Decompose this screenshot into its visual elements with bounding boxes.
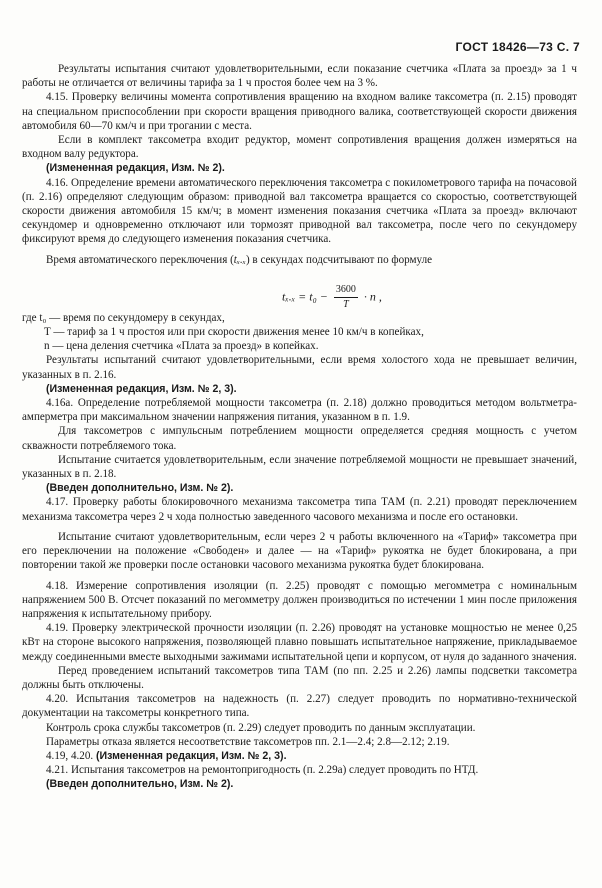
document-body (22, 62, 577, 792)
amendment-note: (Измененная редакция, Изм. № 2, 3). (46, 382, 237, 395)
paragraph-4-18: 4.18. Измерение сопротивления изоляции (п. 2.25) проводят с помощью мегомметра с номинальным напряжением 500 В. Отсчет показаний по мегомметру должен производиться по истечении 1 мин после приложения напряжения к испытательному прибору. (22, 579, 577, 620)
paragraph-4-16: 4.16. Определение времени автоматического переключения таксометра с покилометрового тарифа на почасовой (п. 2.16) определяют следующим образом: приводной вал таксометра вращается со скоростью, соответствующей скорости движения автомобиля 15 км/ч; в момент изменения показания счетчика «Плата за проезд» включают секундомер и одновременно отключают или тормозят приводной вал таксометра, после чего по секундомеру фиксируют время до следующего изменения показания счетчика. (22, 176, 577, 246)
amendment-note: (Введен дополнительно, Изм. № 2). (46, 778, 234, 791)
formula-subject: tₓ.ₓ (233, 253, 246, 266)
paragraph: Параметры отказа является несоответствие таксометров пп. 2.1—2.4; 2.8—2.12; 2.19. (46, 735, 450, 748)
definition-T: T — тариф за 1 ч простоя или при скорости движения менее 10 км/ч в копейках, (44, 326, 424, 339)
formula (62, 273, 577, 311)
paragraph: Результаты испытания считают удовлетворительными, если показание счетчика «Плата за проезд» за 1 ч работы не отличается от величины тарифа за 1 ч простоя более чем на 3 %. (22, 63, 577, 90)
paragraph: Испытание считают удовлетворительным, если через 2 ч работы включенного на «Тариф» таксометра при его переключении на положение «Свободен» и далее — на «Тариф» рукоятка не будет блокирована, а при повторении такой же проверки после остановки часового механизма рукоятка будет блокирована. (22, 530, 577, 572)
formula-denominator: T (343, 299, 349, 311)
amendment-note: (Введен дополнительно, Изм. № 2). (46, 482, 234, 495)
paragraph-4-20: 4.20. Испытания таксометров на надежность (п. 2.27) следует проводить по нормативно-технической документации на таксометры конкретного типа. (22, 693, 577, 720)
text-fragment: ) в секундах подсчитывают по формуле (245, 253, 433, 266)
definition-t0: t₀ — время по секундомеру в секундах, (39, 311, 225, 324)
paragraph: Перед проведением испытаний таксометров типа ТАМ (по пп. 2.25 и 2.26) лампы подсветки таксометра должны быть отключены. (22, 664, 577, 691)
paragraph: Контроль срока службы таксометров (п. 2.29) следует проводить по данным эксплуатации. (46, 721, 476, 734)
formula-lhs: tₓ.ₓ = t₀ − (282, 289, 328, 304)
paragraph (22, 253, 577, 267)
formula-fraction (334, 283, 358, 312)
paragraph: Результаты испытаний считают удовлетворительными, если время холостого хода не превышает величин, указанных в п. 2.16. (22, 354, 577, 381)
amendment-note: (Измененная редакция, Изм. № 2). (46, 162, 225, 175)
paragraph (22, 749, 577, 763)
formula-numerator: 3600 (334, 283, 358, 298)
definition-n: n — цена деления счетчика «Плата за проезд» в копейках. (44, 340, 319, 353)
text-fragment: 4.19, 4.20. (46, 749, 94, 762)
amendment-note: (Измененная редакция, Изм. № 2, 3). (95, 749, 287, 762)
paragraph: Если в комплект таксометра входит редуктор, момент сопротивления вращения должен измеряться на входном валу редуктора. (22, 134, 577, 161)
paragraph-4-16a: 4.16а. Определение потребляемой мощности таксометра (п. 2.18) должно проводиться методом вольтметра-амперметра при максимальном значении напряжения питания, указанном в п. 1.9. (22, 397, 577, 424)
paragraph-4-21: 4.21. Испытания таксометров на ремонтопригодность (п. 2.29а) следует проводить по НТД. (46, 764, 479, 777)
definition (22, 311, 577, 325)
text-fragment: Время автоматического переключения ( (46, 253, 234, 266)
page-header: ГОСТ 18426—73 С. 7 (455, 40, 580, 54)
paragraph-4-19: 4.19. Проверку электрической прочности изоляции (п. 2.26) проводят на установке мощностью не менее 0,25 кВт на стороне высокого напряжения, позволяющей плавно повышать испытательное напряжение, прикладываемое между соединенными вместе выходными зажимами испытательной цепи и корпусом, от нуля до заданного значения. (22, 622, 577, 663)
paragraph-4-17: 4.17. Проверку работы блокировочного механизма таксометра типа ТАМ (п. 2.21) проводят переключением механизма таксометра через 2 ч хода полностью заведенного часового механизма и после его остановки. (22, 496, 577, 523)
paragraph: Испытание считается удовлетворительным, если значение потребляемой мощности не превышает значений, указанных в п. 2.18. (22, 453, 577, 481)
paragraph-4-15: 4.15. Проверку величины момента сопротивления вращению на входном валике таксометра (п. 2.15) проводят на специальном приспособлении при скорости вращения приводного валика, соответствующей скорости движения автомобиля 60—70 км/ч и при трогании с места. (22, 91, 577, 132)
formula-rhs: · n , (363, 289, 382, 304)
paragraph: Для таксометров с импульсным потреблением мощности определяется средняя мощность с учетом скважности потребляемого тока. (22, 425, 577, 452)
definition-intro: где (22, 311, 37, 324)
